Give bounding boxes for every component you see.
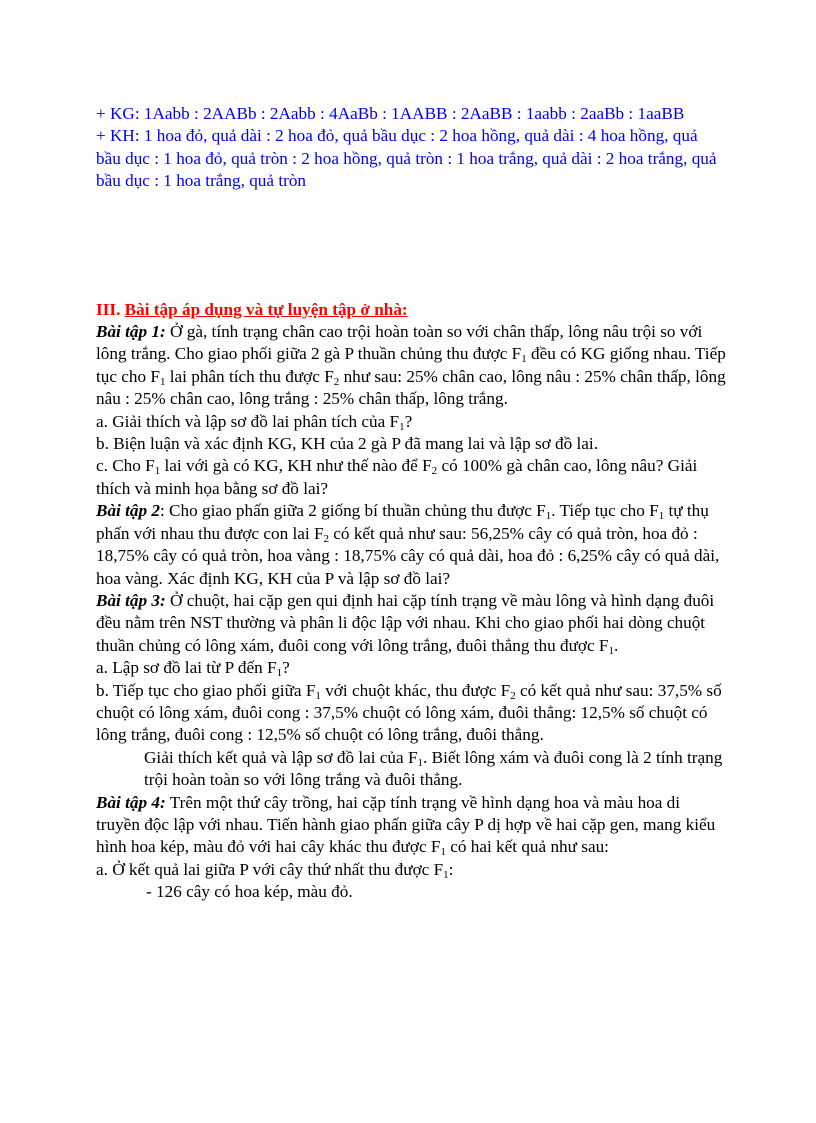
exercise-1-question-b: b. Biện luận và xác định KG, KH của 2 gà P đã mang lai và lập sơ đồ lai. — [96, 434, 598, 454]
genotype-line: + KG: 1Aabb : 2AABb : 2Aabb : 4AaBb : 1AABB : 2AaBB : 1aabb : 2aaBb : 1aaBB — [96, 104, 685, 123]
exercise-3: Bài tập 3: Ở chuột, hai cặp gen qui định hai cặp tính trạng về màu lông và hình dạng đuôi đều nằm trên NST thường và phân li độc lập với nhau. Khi cho giao phối hai dòng chuột thuần chủng có lông xám, đuôi cong với lông trắng, đuôi thẳng thu được $F_1$. — [96, 590, 715, 657]
exercise-1-question-c: c. Cho $F_1$ lai với gà có KG, KH như thế nào để $F_2$ có 100% gà chân cao, lông nâu? Giải thích và minh họa bằng sơ đồ lai? — [96, 456, 698, 498]
exercise-1: Bài tập 1: Ở gà, tính trạng chân cao trội hoàn toàn so với chân thấp, lông nâu trội so với lông trắng. Cho giao phối giữa 2 gà P thuần chủng thu được $F_1$ đều có KG giống nhau. Tiếp tục cho $F_1$ lai phân tích thu được $F_2$ như sau: 25% chân cao, lông nâu : 25% chân thấp, lông nâu : 25% chân cao, lông trắng : 25% chân thấp, lông trắng. — [96, 322, 726, 409]
exercise-4-question-a: a. Ở kết quả lai giữa P với cây thứ nhất thu được $F_1$: — [96, 859, 454, 881]
document-page — [96, 103, 726, 904]
section-number: III. — [96, 299, 125, 319]
section-heading — [96, 299, 726, 321]
exercise-2: Bài tập 2: Cho giao phấn giữa 2 giống bí thuần chủng thu được $F_1$. Tiếp tục cho $F_1$ tự thụ phấn với nhau thu được con lai $F_2$ có kết quả như sau: 56,25% cây có quả tròn, hoa đỏ : 18,75% cây có quả tròn, hoa vàng : 18,75% cây có quả dài, hoa đỏ : 6,25% cây có quả dài, hoa vàng. Xác định KG, KH của P và lập sơ đồ lai? — [96, 501, 720, 588]
spacer — [96, 193, 726, 299]
section-title: Bài tập áp dụng và tự luyện tập ở nhà: — [124, 299, 408, 319]
exercise-4-label: Bài tập 4: — [96, 792, 166, 812]
exercise-3-label: Bài tập 3: — [96, 590, 166, 610]
exercise-1-label: Bài tập 1: — [96, 322, 166, 342]
exercise-3-question-b: b. Tiếp tục cho giao phối giữa $F_1$ với chuột khác, thu được $F_2$ có kết quả như sau: 37,5% số chuột có lông xám, đuôi cong : 37,5% chuột có lông xám, đuôi thẳng: 12,5% số chuột có lông trắng, đuôi cong : 12,5% số chuột có lông trắng, đuôi thẳng. — [96, 680, 722, 745]
exercise-3-question-a: a. Lập sơ đồ lai từ P đến $F_1$? — [96, 658, 290, 680]
exercise-2-label: Bài tập 2 — [96, 501, 160, 521]
exercise-1-question-a: a. Giải thích và lập sơ đồ lai phân tích của $F_1$? — [96, 411, 413, 433]
exercise-4: Bài tập 4: Trên một thứ cây trồng, hai cặp tính trạng về hình dạng hoa và màu hoa di truyền độc lập với nhau. Tiến hành giao phấn giữa cây P dị hợp về hai cặp gen, mang kiểu hình hoa kép, màu đỏ với hai cây khác thu được $F_1$ có hai kết quả như sau: — [96, 792, 716, 859]
phenotype-line: + KH: 1 hoa đỏ, quả dài : 2 hoa đỏ, quả bầu dục : 2 hoa hồng, quả dài : 4 hoa hồng, quả bầu dục : 1 hoa đỏ, quả tròn : 2 hoa hồng, quả tròn : 1 hoa trắng, quả dài : 2 hoa trắng, quả bầu dục : 1 hoa trắng, quả tròn — [96, 126, 717, 191]
exercise-3-explanation: Giải thích kết quả và lập sơ đồ lai của $F_1$. Biết lông xám và đuôi cong là 2 tính trạng trội hoàn toàn so với lông trắng và đuôi thẳng. — [144, 747, 723, 790]
exercise-4-result-item: - 126 cây có hoa kép, màu đỏ. — [146, 882, 353, 902]
